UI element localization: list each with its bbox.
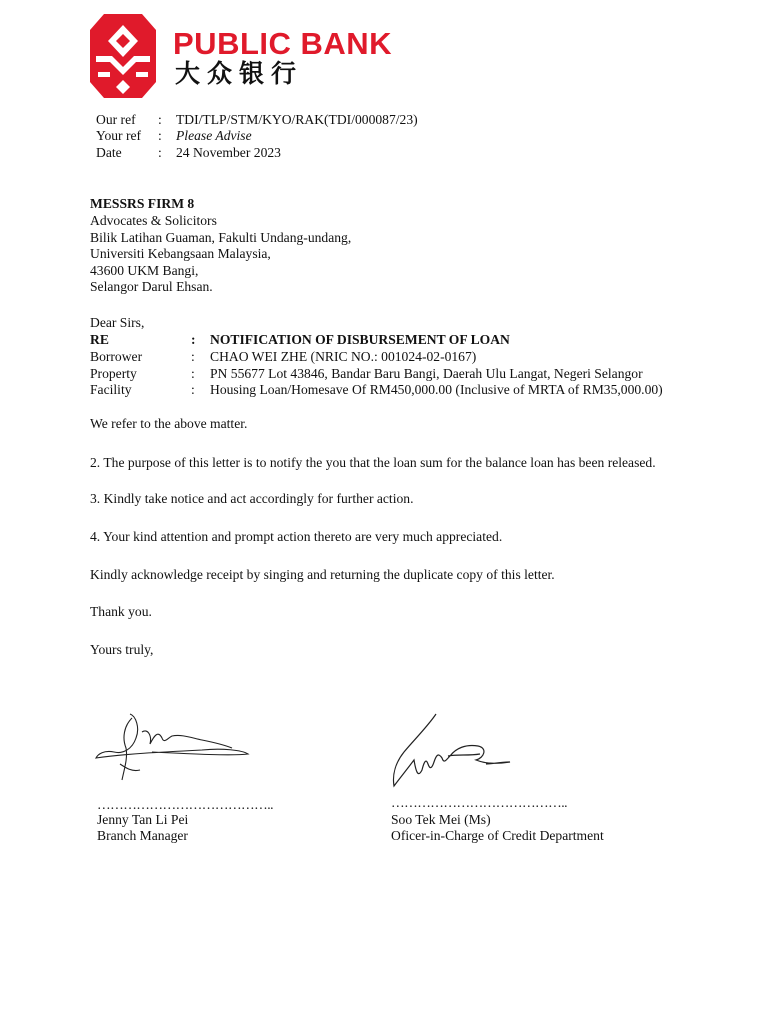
closing-thanks: Thank you. xyxy=(90,604,152,619)
bank-name-chinese: 大众银行 xyxy=(175,59,304,88)
address-line: 43600 UKM Bangi, xyxy=(90,263,199,278)
facility-label: Facility xyxy=(90,382,132,397)
closing-valediction: Yours truly, xyxy=(90,642,154,657)
facility-colon: : xyxy=(191,382,195,397)
salutation: Dear Sirs, xyxy=(90,315,145,330)
address-line: Selangor Darul Ehsan. xyxy=(90,279,213,294)
paragraph: We refer to the above matter. xyxy=(90,416,248,431)
your-ref-value: Please Advise xyxy=(176,128,252,143)
re-value: NOTIFICATION OF DISBURSEMENT OF LOAN xyxy=(210,332,510,347)
our-ref-value: TDI/TLP/STM/KYO/RAK(TDI/000087/23) xyxy=(176,112,418,127)
signatory-name: Soo Tek Mei (Ms) xyxy=(391,812,491,827)
signature-2-icon xyxy=(388,712,518,792)
paragraph: 4. Your kind attention and prompt action thereto are very much appreciated. xyxy=(90,529,503,544)
property-value: PN 55677 Lot 43846, Bandar Baru Bangi, Daerah Ulu Langat, Negeri Selangor xyxy=(210,366,643,381)
address-line: Advocates & Solicitors xyxy=(90,213,217,228)
property-label: Property xyxy=(90,366,137,381)
our-ref-label: Our ref xyxy=(96,112,136,127)
signatory-name: Jenny Tan Li Pei xyxy=(97,812,189,827)
address-line: Universiti Kebangsaan Malaysia, xyxy=(90,246,271,261)
signature-line: ………………………………….. xyxy=(97,797,274,812)
address-line: Bilik Latihan Guaman, Fakulti Undang-undang, xyxy=(90,230,352,245)
our-ref-colon: : xyxy=(158,112,162,127)
signatory-title: Oficer-in-Charge of Credit Department xyxy=(391,828,604,843)
signature-1-icon xyxy=(92,708,252,798)
date-value: 24 November 2023 xyxy=(176,145,281,160)
borrower-colon: : xyxy=(191,349,195,364)
facility-value: Housing Loan/Homesave Of RM450,000.00 (Inclusive of MRTA of RM35,000.00) xyxy=(210,382,663,397)
borrower-value: CHAO WEI ZHE (NRIC NO.: 001024-02-0167) xyxy=(210,349,477,364)
addressee-firm: MESSRS FIRM 8 xyxy=(90,196,195,211)
your-ref-label: Your ref xyxy=(96,128,142,143)
re-label: RE xyxy=(90,332,109,347)
date-label: Date xyxy=(96,145,122,160)
paragraph: 3. Kindly take notice and act accordingly for further action. xyxy=(90,491,414,506)
signature-line: ………………………………….. xyxy=(391,795,568,810)
borrower-label: Borrower xyxy=(90,349,143,364)
date-colon: : xyxy=(158,145,162,160)
bank-name: PUBLIC BANK xyxy=(173,26,393,61)
your-ref-colon: : xyxy=(158,128,162,143)
public-bank-logo-icon xyxy=(90,14,156,98)
signatory-title: Branch Manager xyxy=(97,828,188,843)
re-colon: : xyxy=(191,332,196,347)
paragraph: 2. The purpose of this letter is to notify the you that the loan sum for the balance loan has been released. xyxy=(90,455,656,470)
paragraph: Kindly acknowledge receipt by singing and returning the duplicate copy of this letter. xyxy=(90,567,555,582)
property-colon: : xyxy=(191,366,195,381)
